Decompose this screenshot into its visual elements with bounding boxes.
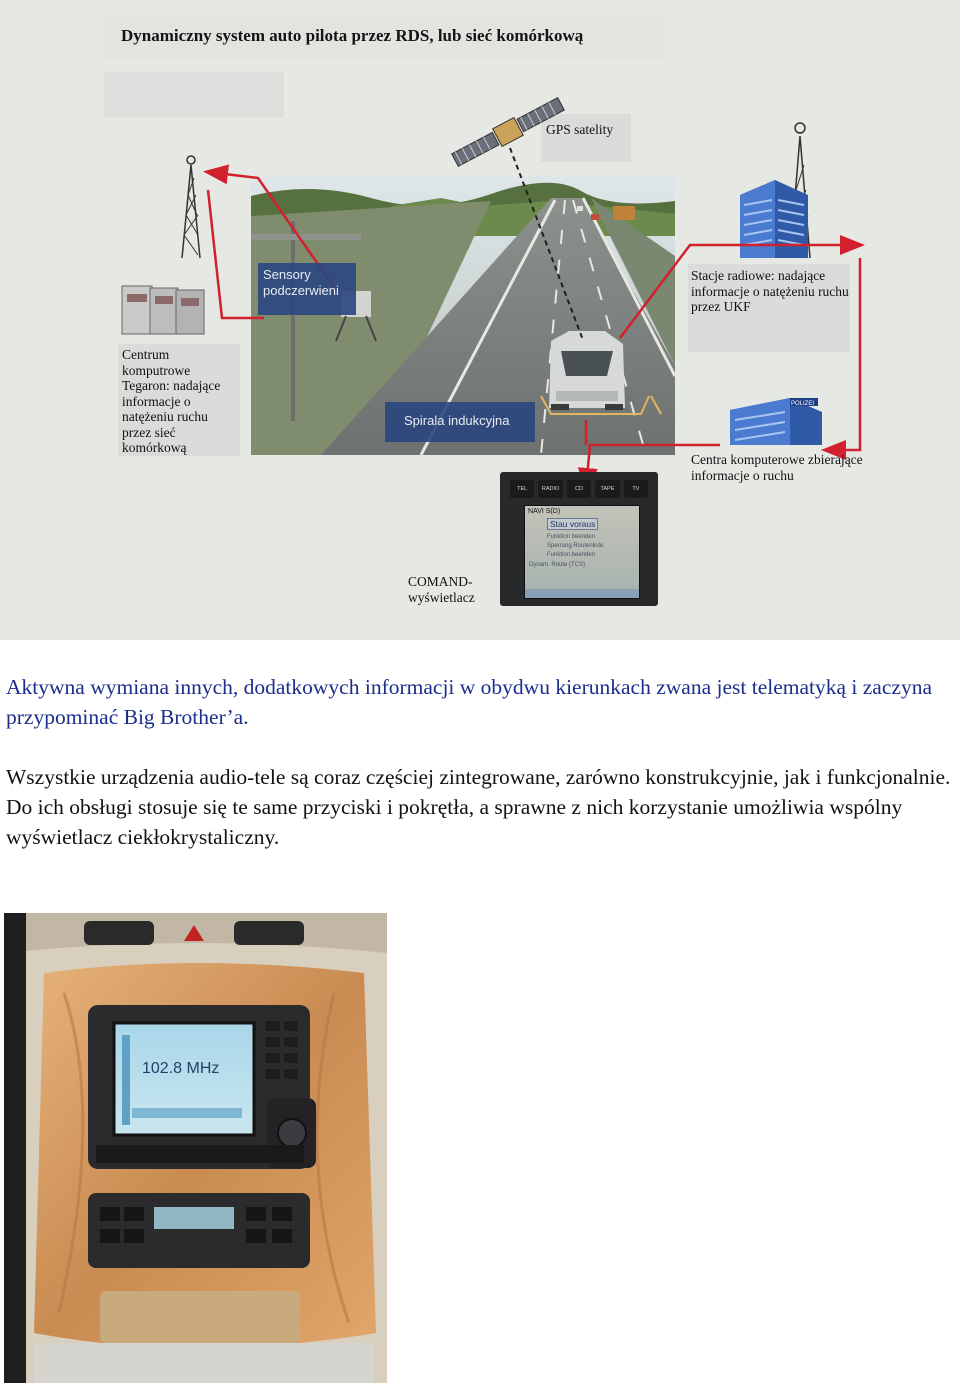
diagram-graphics — [0, 0, 960, 640]
comand-display-unit — [500, 472, 658, 606]
comand-screen — [524, 505, 640, 599]
police-sign: POLIZEI — [791, 401, 815, 407]
gps-label: GPS satelity — [546, 122, 614, 137]
server-icon — [122, 286, 204, 334]
diagram-title: Dynamiczny system auto pilota przez RDS, lub sieć komórkową — [121, 26, 584, 45]
comand-screen-header: NAVI S(D) — [528, 508, 561, 515]
left-tower-icon — [182, 156, 200, 258]
comand-label: COMAND-wyświetlacz — [408, 574, 475, 605]
comand-line: Dynam. Route (TCS) — [529, 562, 586, 568]
comand-btn-tel: TEL — [510, 480, 534, 498]
comand-btn-tape: TAPE — [595, 480, 619, 498]
comand-highlight: Stau voraus — [547, 518, 598, 530]
induction-label: Spirala indukcyjna — [404, 413, 510, 428]
radio-stations-label: Stacje radiowe: nadające informacje o natężeniu ruchu przez UKF — [691, 268, 849, 314]
comand-btn-tv: TV — [624, 480, 648, 498]
comand-line: Funktion beenden — [547, 534, 596, 540]
tegaron-label: Centrum komputrowe Tegaron: nadające informacje o natężeniu ruchu przez sieć komórkową — [122, 347, 221, 455]
gps-link — [510, 148, 583, 340]
comand-line: Funktion beenden — [547, 552, 596, 558]
comand-line: Sperrung Routenliste — [547, 543, 604, 549]
radio-frequency: 102.8 MHz — [142, 1060, 220, 1077]
computer-centers-label: Centra komputerowe zbierające informacje o ruchu — [691, 452, 863, 483]
comand-btn-cd: CD — [567, 480, 591, 498]
paragraph-telematics: Aktywna wymiana innych, dodatkowych informacji w obydwu kierunkach zwana jest telematyką i zaczyna przypominać Big Brother’a. — [6, 675, 932, 729]
sensors-label: Sensory podczerwieni — [263, 267, 339, 298]
radio-building-icon — [740, 180, 808, 258]
telematics-diagram — [0, 0, 960, 640]
comand-status-bar — [525, 589, 639, 598]
paragraph-integration: Wszystkie urządzenia audio-tele są coraz częściej zintegrowane, zarówno konstrukcyjnie, jak i funkcjonalnie. Do ich obsługi stosuje się te same przyciski i pokrętła, a sprawne z nich korzystanie umożliwia wspólny wyświetlacz ciekłokrystaliczny. — [6, 765, 951, 849]
comand-button-row — [510, 480, 648, 498]
center-console-photo — [4, 913, 387, 1383]
comand-btn-radio: RADIO — [538, 480, 562, 498]
